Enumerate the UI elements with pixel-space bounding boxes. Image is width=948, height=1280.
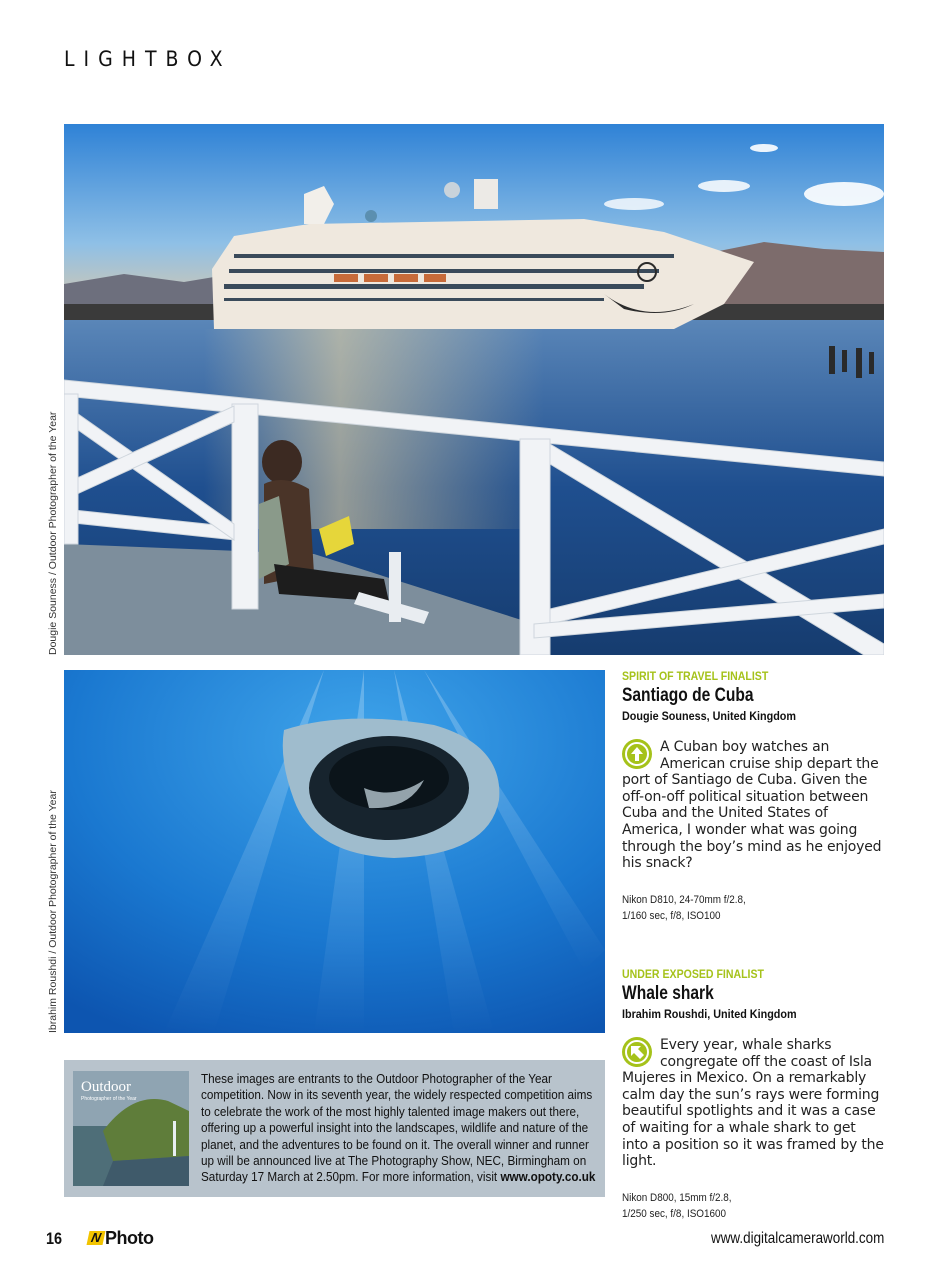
nphoto-logo <box>88 1228 154 1248</box>
footer-url[interactable]: www.digitalcameraworld.com <box>710 1230 884 1247</box>
specs-line: 1/160 sec, f/8, ISO100 <box>622 909 721 922</box>
caption-author: Dougie Souness, United Kingdom <box>622 709 797 723</box>
opoty-link[interactable]: www.opoty.co.uk <box>500 1170 596 1185</box>
whale-shark-photo <box>64 670 605 1033</box>
infobox-text <box>201 1071 597 1186</box>
caption-kicker: UNDER EXPOSED FINALIST <box>622 967 764 981</box>
caption-title: Whale shark <box>622 983 714 1004</box>
logo-n: N <box>87 1231 106 1245</box>
caption-title: Santiago de Cuba <box>622 685 754 706</box>
infobox-body: These images are entrants to the Outdoor Photographer of the Year competition. Now in its seventh year, the widely respected competition aims to celebrate the work of the most highly talented image makers out there, offering up a powerful insight into the landscapes, wildlife and nature of the planet, and the adventures to be found on it. The overall winner and runner up will be announced live at The Photography Show, NEC, Birmingham on Saturday 17 March at 2.50pm. For more information, visit <box>201 1072 593 1185</box>
specs-line: Nikon D800, 15mm f/2.8, <box>622 1191 732 1204</box>
competition-infobox <box>64 1060 605 1197</box>
caption-body <box>622 739 884 872</box>
photo-credit-whale: Ibrahim Roushdi / Outdoor Photographer of the Year <box>47 790 59 1033</box>
caption-cuba <box>622 669 884 924</box>
caption-author: Ibrahim Roushdi, United Kingdom <box>622 1007 797 1021</box>
logo-text: Photo <box>105 1227 154 1248</box>
specs-line: Nikon D810, 24-70mm f/2.8, <box>622 893 746 906</box>
thumb-subtitle: Photographer of the Year <box>81 1096 137 1102</box>
caption-text: A Cuban boy watches an American cruise ship depart the port of Santiago de Cuba. Given the off-on-off political situation between Cuba and the United States of America, I wonder what was going through the boy’s mind as he enjoyed his snack? <box>622 739 882 872</box>
magazine-cover-thumbnail <box>73 1071 189 1186</box>
camera-specs <box>622 892 858 924</box>
arrow-up-icon <box>622 739 652 769</box>
camera-specs <box>622 1190 858 1222</box>
cruise-ship-photo <box>64 124 884 655</box>
caption-kicker: SPIRIT OF TRAVEL FINALIST <box>622 669 769 683</box>
section-title: LIGHTBOX <box>64 47 232 71</box>
photo-credit-cuba: Dougie Souness / Outdoor Photographer of the Year <box>47 411 59 655</box>
arrow-up-left-icon <box>622 1037 652 1067</box>
thumb-title: Outdoor <box>81 1079 131 1095</box>
caption-whale <box>622 967 884 1222</box>
specs-line: 1/250 sec, f/8, ISO1600 <box>622 1207 727 1220</box>
page-number: 16 <box>46 1229 63 1248</box>
caption-text: Every year, whale sharks congregate off the coast of Isla Mujeres in Mexico. On a remarkably calm day the sun’s rays were forming beautiful spotlights and it was a case of waiting for a whale shark to get into a position so it was framed by the light. <box>622 1037 884 1170</box>
caption-body <box>622 1037 884 1170</box>
